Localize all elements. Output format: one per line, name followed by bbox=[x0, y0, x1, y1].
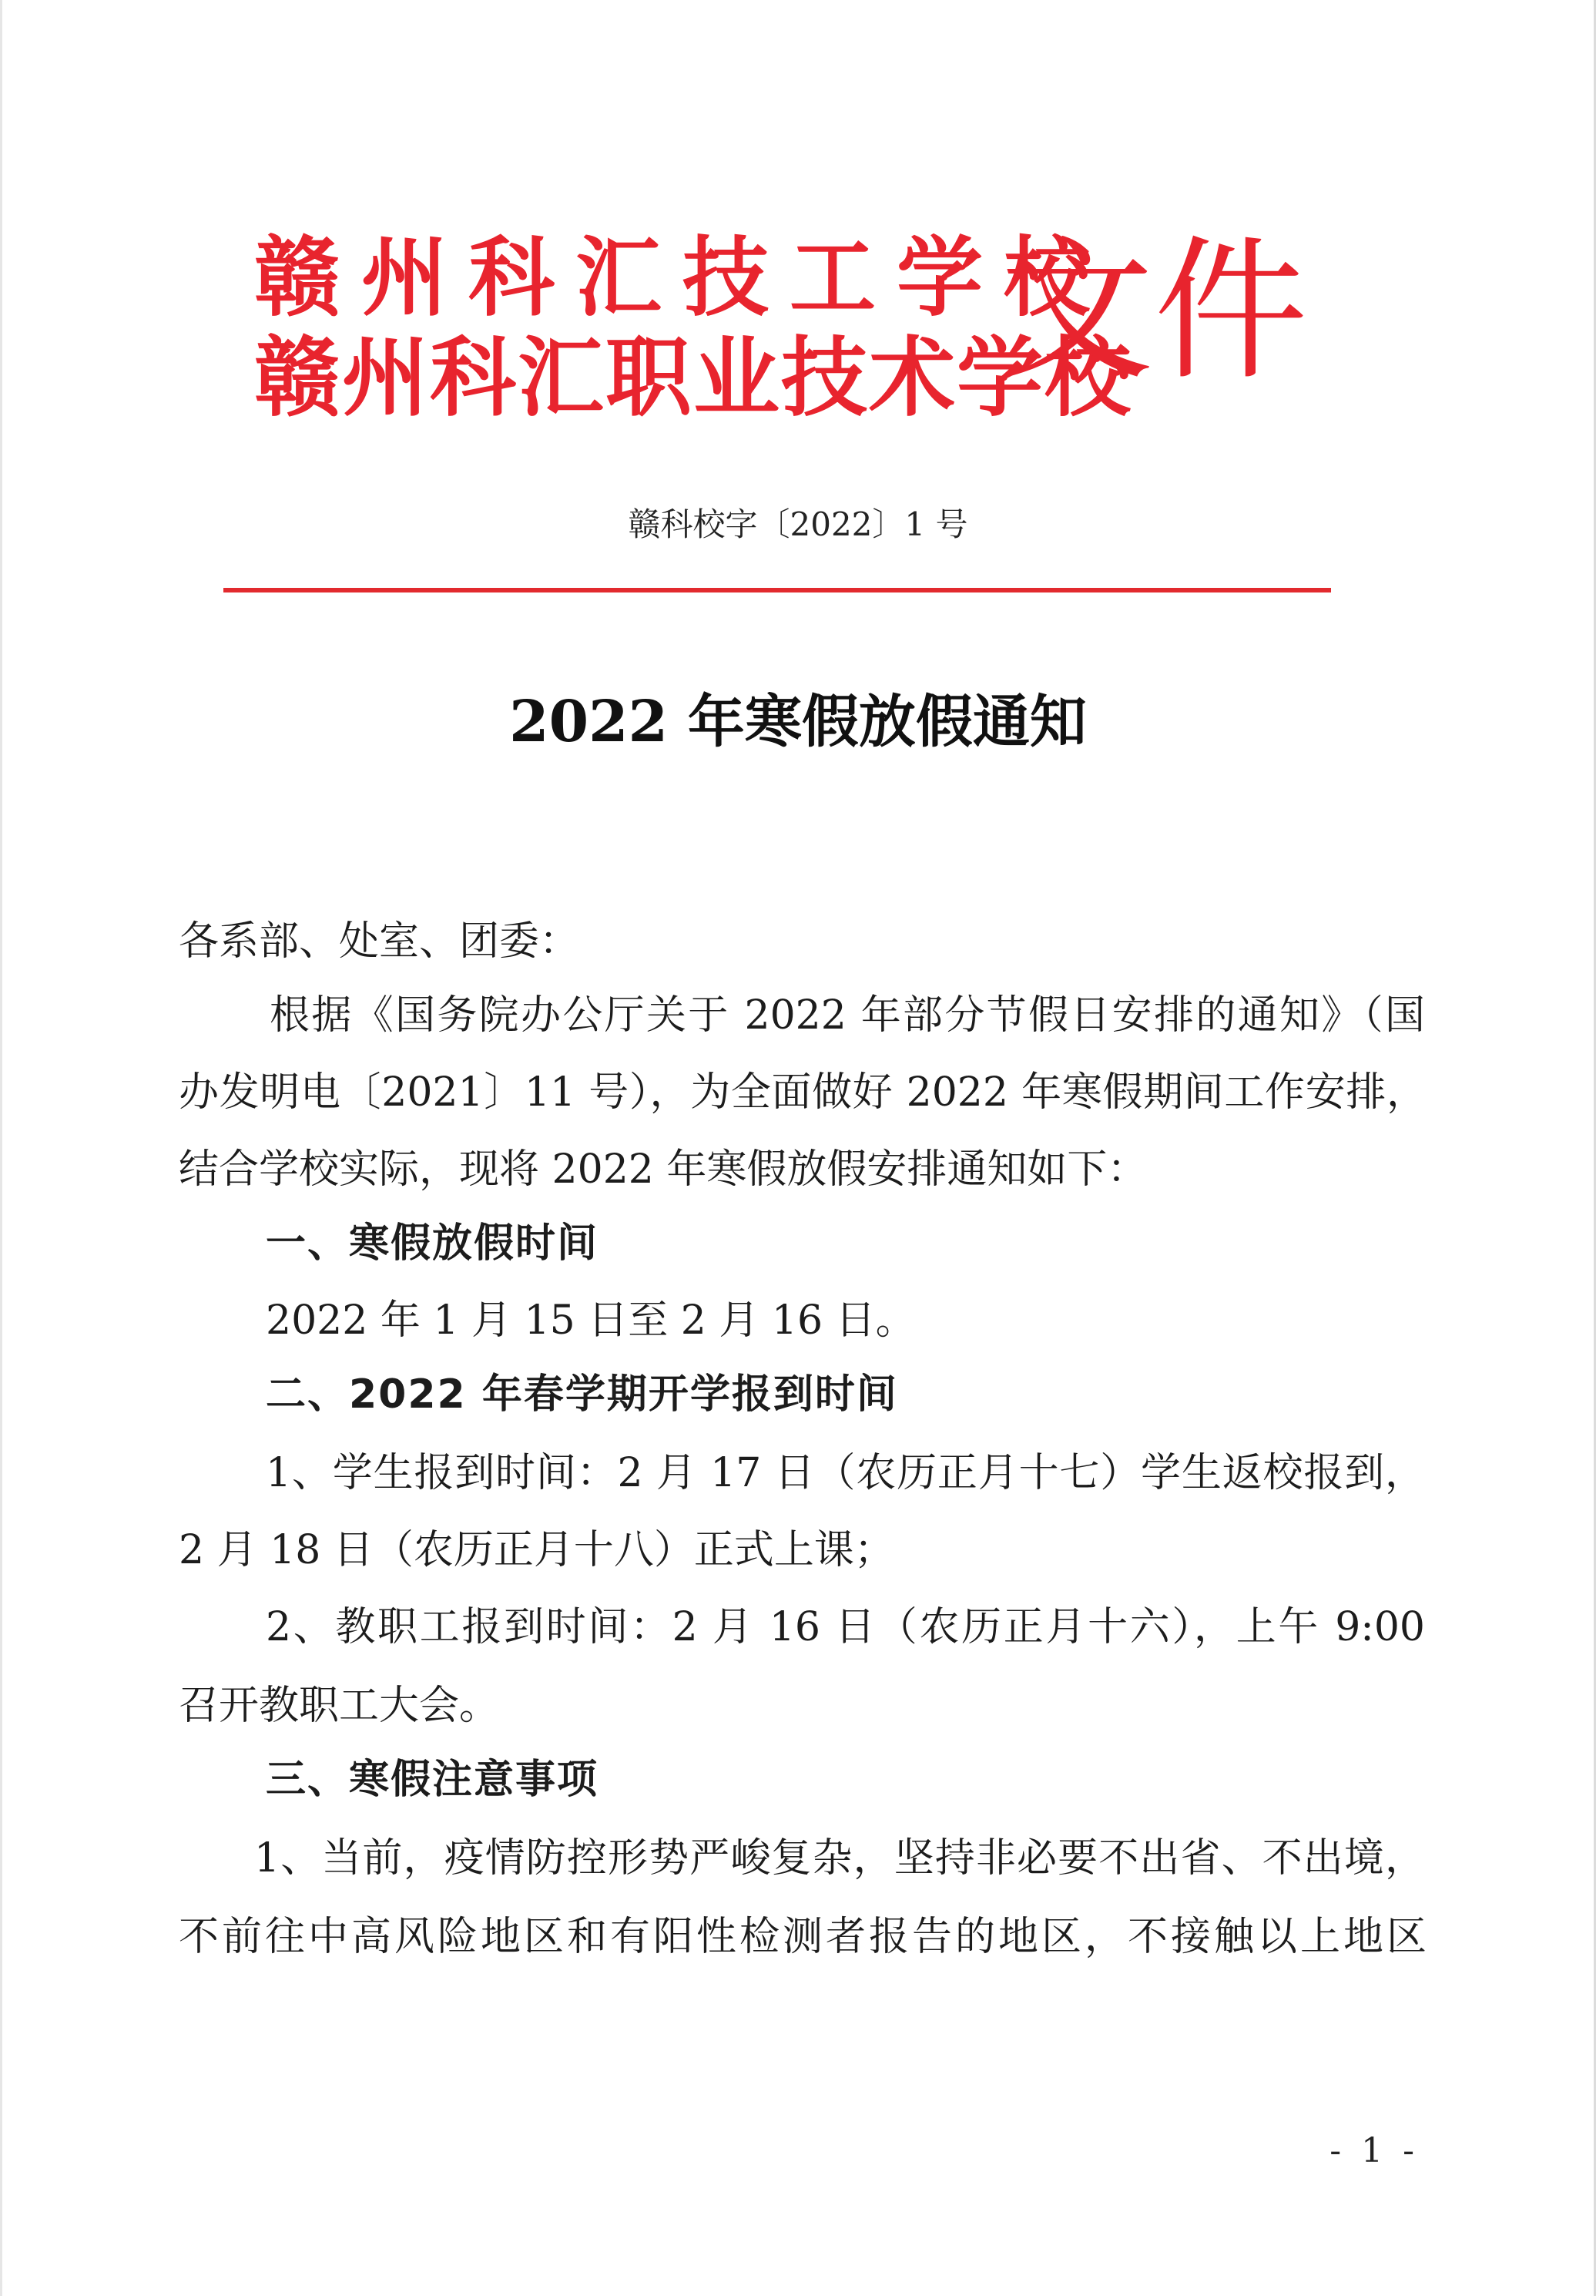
issuer-name-2: 赣州科汇职业技术学校 bbox=[254, 327, 1132, 428]
salutation: 各系部、处室、团委： bbox=[179, 918, 580, 965]
intro-paragraph-line: 结合学校实际，现将 2022 年寒假放假安排通知如下： bbox=[179, 1146, 1148, 1193]
document-title: 2022 年寒假放假通知 bbox=[509, 689, 1087, 755]
document-number: 赣科校字〔2022〕1 号 bbox=[628, 505, 968, 543]
intro-paragraph-line: 办发明电〔2021〕11 号），为全面做好 2022 年寒假期间工作安排， bbox=[179, 1069, 1427, 1116]
page-number: - 1 - bbox=[1329, 2131, 1419, 2170]
section-text: 不前往中高风险地区和有阳性检测者报告的地区，不接触以上地区 bbox=[179, 1914, 1427, 1960]
section-heading: 一、寒假放假时间 bbox=[266, 1220, 599, 1267]
section-text: 1、学生报到时间：2 月 17 日（农历正月十七）学生返校报到， bbox=[266, 1450, 1425, 1496]
document-masthead bbox=[254, 220, 1317, 435]
section-text: 2 月 18 日（农历正月十八）正式上课； bbox=[179, 1527, 894, 1573]
red-divider-line bbox=[223, 588, 1331, 592]
section-text: 1、当前，疫情防控形势严峻复杂，坚持非必要不出省、不出境， bbox=[254, 1835, 1425, 1881]
section-text: 2、教职工报到时间：2 月 16 日（农历正月十六），上午 9:00 bbox=[266, 1604, 1425, 1650]
section-text: 召开教职工大会。 bbox=[179, 1683, 500, 1729]
issuer-name-1: 赣州科汇技工学校 bbox=[254, 227, 1111, 328]
document-type-label: 文件 bbox=[1000, 222, 1309, 401]
section-text: 2022 年 1 月 15 日至 2 月 16 日。 bbox=[266, 1297, 916, 1344]
section-heading: 二、2022 年春学期开学报到时间 bbox=[266, 1371, 898, 1418]
intro-paragraph-line: 根据《国务院办公厅关于 2022 年部分节假日安排的通知》（国 bbox=[270, 992, 1425, 1039]
section-heading: 三、寒假注意事项 bbox=[266, 1757, 599, 1803]
